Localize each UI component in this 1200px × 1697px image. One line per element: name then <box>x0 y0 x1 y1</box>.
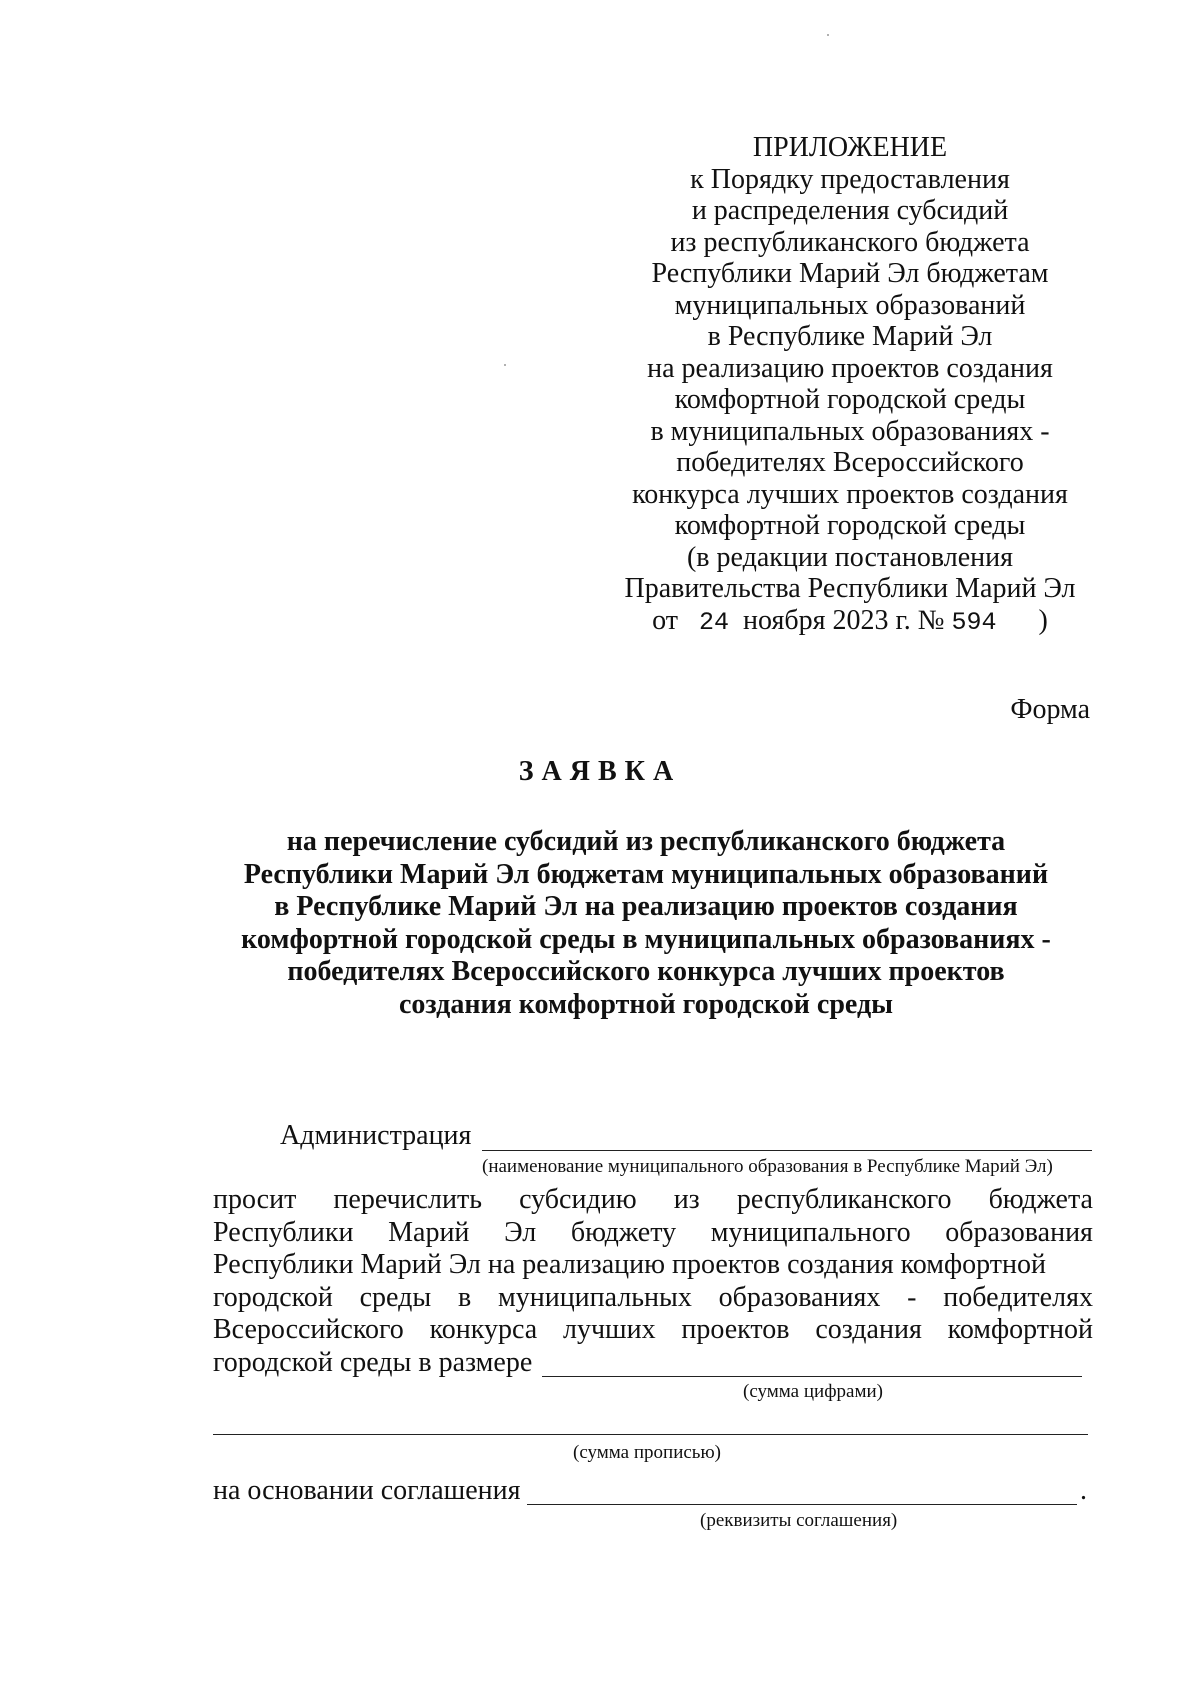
resolution-number: 594 <box>951 607 997 637</box>
word: в <box>457 1281 472 1313</box>
document-subtitle <box>0 826 1200 1021</box>
line-text: Республики Марий Эл на реализацию проектов создания комфортной <box>213 1249 1046 1280</box>
appendix-line: комфортной городской среды <box>674 384 1026 415</box>
appendix-line: на реализацию проектов создания <box>647 352 1053 384</box>
admin-label: Администрация <box>280 1120 472 1151</box>
word: победителях <box>943 1281 1093 1313</box>
date-day: 24 <box>699 607 730 637</box>
subtitle-line: на перечисление субсидий из республиканского бюджета <box>286 826 1006 857</box>
word: лучших <box>563 1314 656 1345</box>
subtitle-line: создания комфортной городской среды <box>398 988 893 1020</box>
appendix-line: победителях Всероссийского <box>676 447 1024 478</box>
appendix-line: комфортной городской среды <box>674 510 1026 541</box>
amount-digits-field[interactable] <box>542 1376 1082 1377</box>
appendix-block <box>620 132 1080 638</box>
appendix-line: Правительства Республики Марий Эл <box>624 573 1076 604</box>
amount-label: городской среды в размере <box>213 1347 533 1378</box>
appendix-line: муниципальных образований <box>674 289 1026 321</box>
paragraph-line <box>213 1314 1093 1347</box>
word: создания <box>815 1314 922 1345</box>
appendix-line: в муниципальных образованиях - <box>650 415 1050 447</box>
appendix-line: в Республике Марий Эл <box>707 321 993 352</box>
subtitle-line: победителях Всероссийского конкурса лучших проектов <box>287 956 1005 987</box>
word: Марий <box>388 1216 470 1248</box>
word: муниципальных <box>498 1281 692 1313</box>
paragraph-line <box>213 1217 1093 1250</box>
word: перечислить <box>333 1184 483 1215</box>
word: конкурса <box>429 1314 538 1345</box>
word: Эл <box>504 1216 537 1248</box>
appendix-line: (в редакции постановления <box>686 541 1014 573</box>
word: - <box>907 1281 917 1313</box>
appendix-line: из республиканского бюджета <box>670 226 1030 258</box>
date-month-year: ноября 2023 г. № <box>743 604 945 636</box>
subtitle-line: Республики Марий Эл бюджетам муниципальных образований <box>243 858 1049 890</box>
request-paragraph <box>213 1184 1093 1347</box>
appendix-line: конкурса лучших проектов создания <box>632 478 1068 510</box>
word: комфортной <box>947 1314 1093 1345</box>
paragraph-line <box>213 1184 1093 1217</box>
word: проектов <box>681 1314 790 1345</box>
agreement-details-field[interactable] <box>527 1504 1077 1505</box>
word: городской <box>213 1281 333 1313</box>
word: из <box>673 1184 700 1215</box>
word: образования <box>945 1216 1093 1248</box>
amount-words-caption: (сумма прописью) <box>573 1442 721 1463</box>
word: образованиях <box>718 1281 881 1313</box>
document-title: ЗАЯВКА <box>518 756 682 787</box>
word: бюджета <box>988 1184 1093 1215</box>
agreement-caption: (реквизиты соглашения) <box>700 1510 898 1531</box>
word: бюджету <box>570 1216 677 1248</box>
subtitle-line: в Республике Марий Эл на реализацию проектов создания <box>274 891 1018 922</box>
word: субсидию <box>519 1184 637 1215</box>
word: среды <box>359 1281 432 1313</box>
form-label: Форма <box>1010 694 1090 725</box>
word: муниципального <box>710 1216 911 1248</box>
paragraph-line <box>213 1282 1093 1315</box>
appendix-line: Республики Марий Эл бюджетам <box>651 258 1049 289</box>
appendix-line: к Порядку предоставления <box>690 163 1010 195</box>
scan-speck <box>504 364 506 366</box>
admin-name-caption: (наименование муниципального образования в Республике Марий Эл) <box>482 1156 1053 1177</box>
appendix-heading: ПРИЛОЖЕНИЕ <box>752 132 948 163</box>
date-prefix: от <box>652 604 678 636</box>
paragraph-line <box>213 1249 1093 1282</box>
subtitle-line: комфортной городской среды в муниципальных образованиях - <box>241 923 1051 955</box>
word: просит <box>213 1184 297 1215</box>
scan-speck <box>827 34 829 36</box>
appendix-date-line <box>620 605 1080 639</box>
admin-name-field[interactable] <box>482 1150 1092 1151</box>
appendix-line: и распределения субсидий <box>691 195 1009 226</box>
amount-words-field[interactable] <box>213 1434 1088 1435</box>
word: республиканского <box>736 1184 952 1215</box>
date-close-paren: ) <box>1038 604 1048 636</box>
agreement-label: на основании соглашения <box>213 1475 521 1506</box>
word: Всероссийского <box>213 1314 404 1345</box>
amount-digits-caption: (сумма цифрами) <box>743 1381 883 1402</box>
agreement-period: . <box>1080 1475 1087 1506</box>
word: Республики <box>213 1216 354 1248</box>
